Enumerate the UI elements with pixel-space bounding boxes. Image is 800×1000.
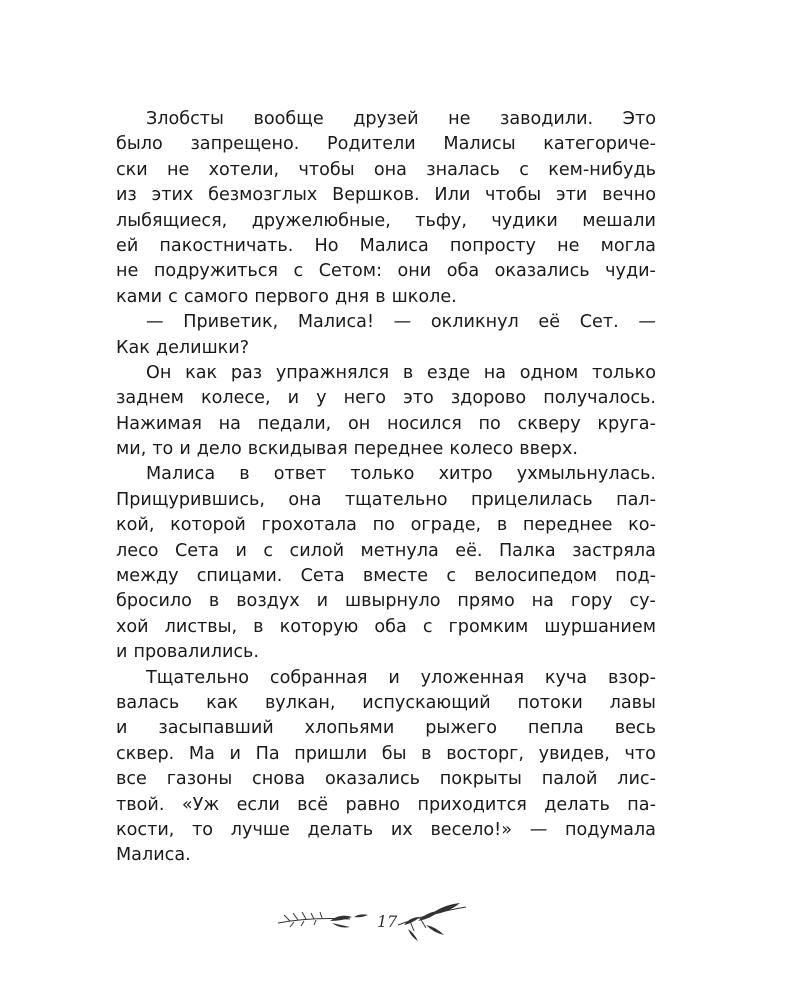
text-line: не подружиться с Сетом: они оба оказались чуди- xyxy=(116,261,656,282)
text-line: кости, то лучше делать их весело!» — подумала xyxy=(116,819,656,840)
text-line: сквер. Ма и Па пришли бы в восторг, увидев, что xyxy=(116,743,656,764)
text-line: Тщательно собранная и уложенная куча взор- xyxy=(146,667,656,688)
text-line: лесо Сета и с силой метнула её. Палка застряла xyxy=(116,540,656,561)
text-line: из этих безмозглых Вершков. Или чтобы эти вечно xyxy=(116,185,656,206)
text-line: ми, то и дело вскидывая переднее колесо вверх. xyxy=(116,439,578,460)
text-line: заднем колесе, и у него это здорово получалось. xyxy=(116,388,656,409)
text-line: кой, которой грохотала по ограде, в переднее ко- xyxy=(116,515,656,536)
text-line: Он как раз упражнялся в езде на одном только xyxy=(146,362,656,383)
text-line: и провалились. xyxy=(116,642,260,663)
text-line: все газоны снова оказались покрыты палой лис- xyxy=(116,769,656,790)
text-line: Малиса в ответ только хитро ухмыльнулась. xyxy=(146,464,656,485)
body-text xyxy=(116,107,656,869)
text-line: хой листвы, в которую оба с громким шуршанием xyxy=(116,616,656,637)
text-line: между спицами. Сета вместе с велосипедом под- xyxy=(116,566,656,587)
text-line: лыбящиеся, дружелюбные, тьфу, чудики мешали xyxy=(116,210,656,231)
text-line: Нажимая на педали, он носился по скверу круга- xyxy=(116,413,656,434)
page-number: 17 xyxy=(377,912,398,931)
text-line: Прищурившись, она тщательно прицелилась пал- xyxy=(116,489,656,510)
leaf-branch-ornament-icon xyxy=(270,895,470,945)
text-line: бросило в воздух и швырнуло прямо на гору су- xyxy=(116,591,656,612)
text-line: валась как вулкан, испускающий потоки лавы xyxy=(116,692,656,713)
text-line: — Приветик, Малиса! — окликнул её Сет. — xyxy=(146,312,656,333)
text-line: ски не хотели, чтобы она зналась с кем-нибудь xyxy=(116,159,656,180)
text-line: было запрещено. Родители Малисы категориче- xyxy=(116,134,656,155)
text-line: Злобсты вообще друзей не заводили. Это xyxy=(146,109,656,129)
text-line: твой. «Уж если всё равно приходится делать па- xyxy=(116,794,656,815)
text-line: Малиса. xyxy=(116,845,191,866)
text-line: и засыпавший хлопьями рыжего пепла весь xyxy=(116,718,656,739)
text-line: ей пакостничать. Но Малиса попросту не могла xyxy=(116,235,656,256)
text-line: Как делишки? xyxy=(116,337,250,358)
text-line: ками с самого первого дня в школе. xyxy=(116,286,457,307)
